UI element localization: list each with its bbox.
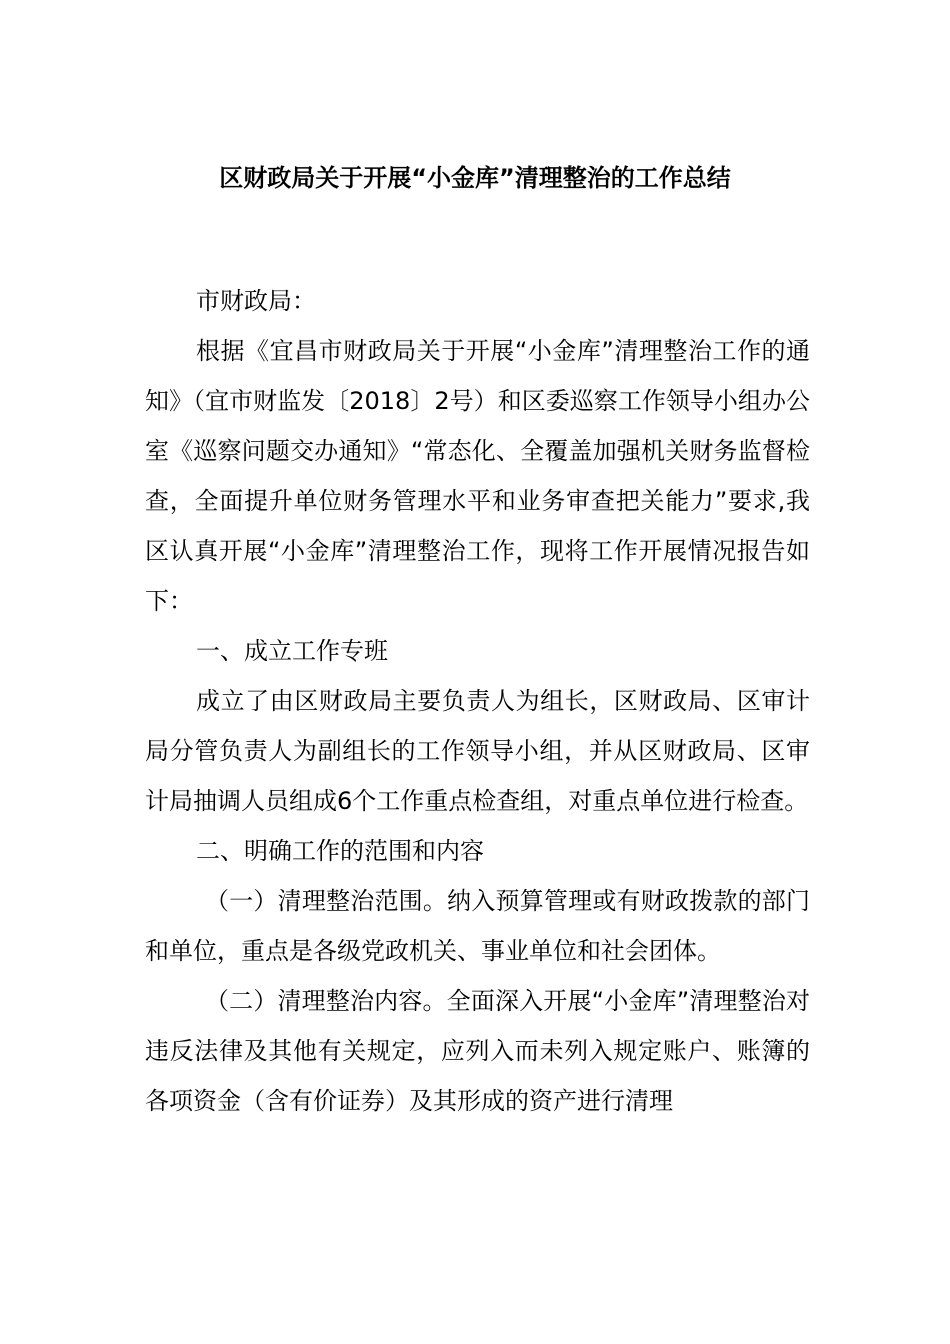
salutation: 市财政局： — [196, 287, 316, 315]
document-body — [145, 276, 810, 1126]
item-content: （二）清理整治内容。全面深入开展“小金库”清理整治对违反法律及其他有关规定，应列入而未列入规定账户、账簿的各项资金（含有价证券）及其形成的资产进行清理 — [145, 987, 810, 1115]
item-scope: （一）清理整治范围。纳入预算管理或有财政拨款的部门和单位，重点是各级党政机关、事业单位和社会团体。 — [145, 887, 810, 965]
document-title: 区财政局关于开展“小金库”清理整治的工作总结 — [219, 164, 731, 192]
heading-section-1: 一、成立工作专班 — [196, 637, 388, 665]
paragraph-intro: 根据《宜昌市财政局关于开展“小金库”清理整治工作的通知》（宜市财监发〔2018〕2号）和区委巡察工作领导小组办公室《巡察问题交办通知》“常态化、全覆盖加强机关财务监督检查，全面提升单位财务管理水平和业务审查把关能力”要求,我区认真开展“小金库”清理整治工作，现将工作开展情况报告如下： — [145, 337, 810, 615]
heading-section-2: 二、明确工作的范围和内容 — [196, 837, 484, 865]
paragraph-section-1: 成立了由区财政局主要负责人为组长，区财政局、区审计局分管负责人为副组长的工作领导小组，并从区财政局、区审计局抽调人员组成6个工作重点检查组，对重点单位进行检查。 — [145, 687, 810, 815]
